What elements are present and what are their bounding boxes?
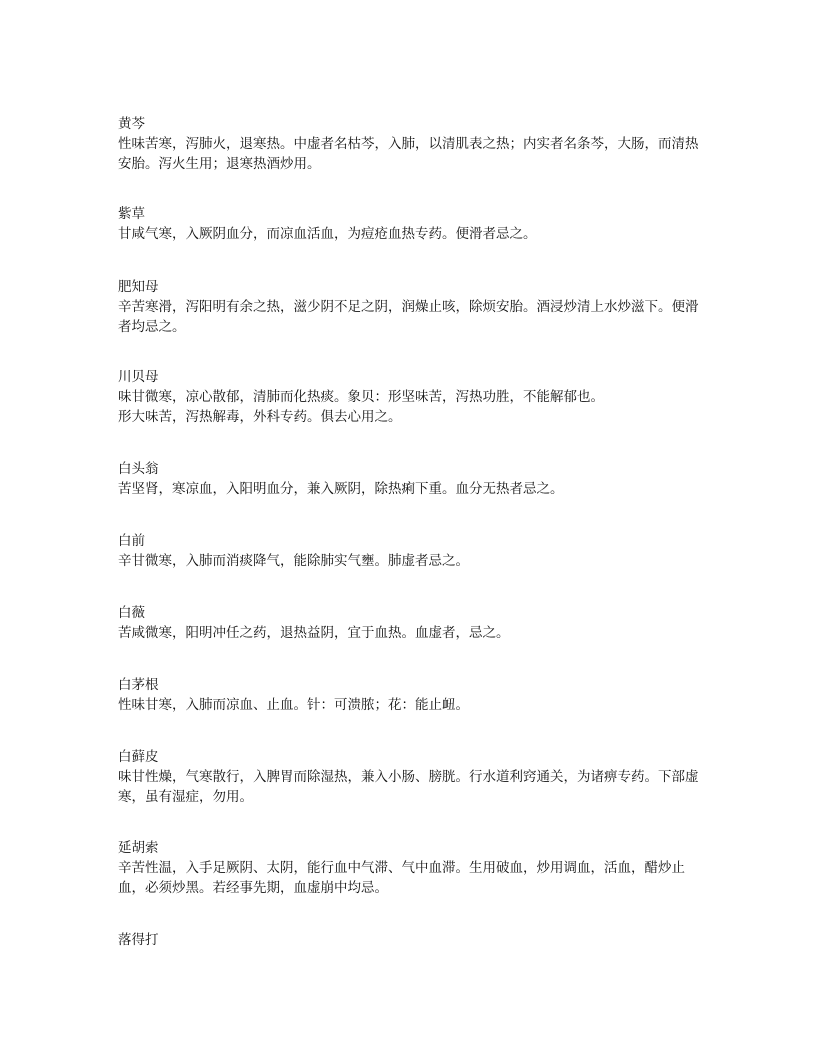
entry-title: 肥知母 xyxy=(118,279,159,295)
entry-title: 紫草 xyxy=(118,206,145,222)
entry-title: 白头翁 xyxy=(118,461,159,477)
entry-text: 味甘微寒，凉心散郁，清肺而化热痰。象贝：形坚味苦，泻热功胜，不能解郁也。 xyxy=(118,389,604,405)
entry-text: 苦咸微寒，阳明冲任之药，退热益阴，宜于血热。血虚者，忌之。 xyxy=(118,625,510,641)
entry-title: 延胡索 xyxy=(118,840,159,856)
entry-title: 黄芩 xyxy=(118,116,145,132)
entry-title: 川贝母 xyxy=(118,369,159,385)
entry-text: 性味甘寒，入肺而凉血、止血。针：可溃脓；花：能止衄。 xyxy=(118,697,469,713)
entry-baitouweng xyxy=(118,459,703,499)
entry-text: 味甘性燥，气寒散行，入脾胃而除湿热，兼入小肠、膀胱。行水道利窍通关，为诸痹专药。下部虚寒，虽有湿症，勿用。 xyxy=(118,769,699,805)
entry-text: 性味苦寒，泻肺火，退寒热。中虚者名枯芩，入肺，以清肌表之热；内实者名条芩，大肠，而清热安胎。泻火生用；退寒热酒炒用。 xyxy=(118,136,699,172)
entry-text: 形大味苦，泻热解毒，外科专药。俱去心用之。 xyxy=(118,409,402,425)
entry-baimaogen xyxy=(118,675,703,715)
entry-baiqian xyxy=(118,531,703,571)
entry-title: 白茅根 xyxy=(118,677,159,693)
entry-text: 辛甘微寒，入肺而消痰降气，能除肺实气壅。肺虚者忌之。 xyxy=(118,553,469,569)
entry-zicao xyxy=(118,204,703,244)
entry-title: 白薇 xyxy=(118,605,145,621)
entry-baiwei xyxy=(118,603,703,643)
entry-huangqin xyxy=(118,114,703,174)
entry-text: 辛苦寒滑，泻阳明有余之热，滋少阴不足之阴，润燥止咳，除烦安胎。酒浸炒清上水炒滋下。便滑者均忌之。 xyxy=(118,299,699,335)
entry-title: 落得打 xyxy=(118,932,159,948)
entry-luodeda xyxy=(118,930,703,950)
entry-chuanbeimu xyxy=(118,367,703,427)
entry-yanhusuo xyxy=(118,838,703,898)
entry-text: 苦坚肾，寒凉血，入阳明血分，兼入厥阴，除热痢下重。血分无热者忌之。 xyxy=(118,481,564,497)
entry-title: 白藓皮 xyxy=(118,749,159,765)
entry-feizhimu xyxy=(118,277,703,337)
entry-baixianpi xyxy=(118,747,703,807)
entry-title: 白前 xyxy=(118,533,145,549)
entry-text: 辛苦性温，入手足厥阴、太阴，能行血中气滞、气中血滞。生用破血，炒用调血，活血，醋炒止血，必须炒黑。若经事先期，血虚崩中均忌。 xyxy=(118,860,685,896)
entry-text: 甘咸气寒，入厥阴血分，而凉血活血，为痘疮血热专药。便滑者忌之。 xyxy=(118,226,537,242)
